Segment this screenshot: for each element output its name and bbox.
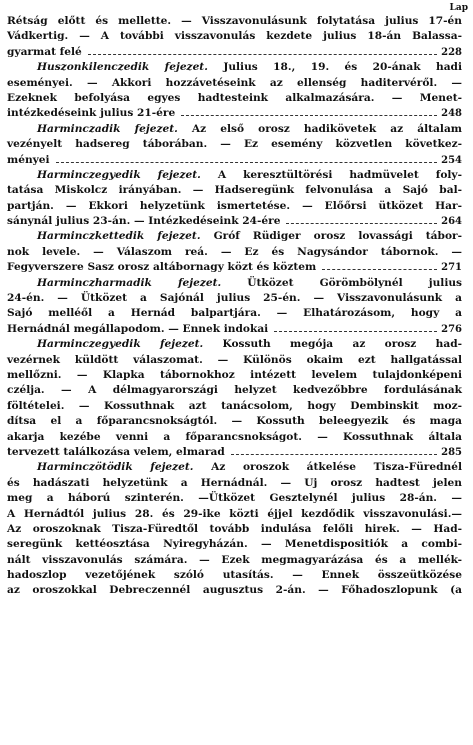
toc-last-line: sánynál julius 23-án. — Intézkedéseink 24-ére 264: [7, 214, 462, 229]
toc-entry-heading-line: [7, 276, 462, 291]
toc-text-line: az oroszokkal Debreczennél augusztus 2-án. — Főhadoszlopunk (a: [7, 584, 462, 597]
chapter-title: Harminczadik fejezet.: [37, 122, 178, 135]
page-number: 276: [441, 323, 462, 335]
toc-text-line: Ezeknek befolyása egyes hadtesteink alkalmazására. — Menet-: [7, 91, 462, 104]
dot-leader: [56, 162, 438, 163]
toc-entry: [7, 229, 462, 275]
toc-entry-heading-line: [7, 60, 462, 75]
toc-text-line: czélja. — A délmagyarországi helyzet kedvezőbbre fordulásának: [7, 384, 462, 397]
toc-text-line: nált visszavonulás számára. — Ezek megmagyarázása és a mellék-: [7, 553, 462, 566]
dot-leader: [231, 454, 437, 455]
page-number: 254: [441, 154, 462, 166]
page-number: 285: [441, 446, 462, 458]
chapter-title: Harminczegyedik fejezet.: [37, 338, 204, 351]
toc-text-line: dítsa el a főparancsnokságtól. — Kossuth beleegyezik és maga: [7, 415, 462, 428]
chapter-summary-start: Kossuth megója az orosz had-: [203, 338, 462, 351]
toc-entry-heading-line: [7, 337, 462, 352]
toc-text-line: és hadászati helyzetünk a Hernádnál. — Uj orosz hadtest jelen: [7, 476, 462, 489]
page-number: 264: [441, 216, 462, 228]
toc-last-line: gyarmat felé 228: [7, 45, 462, 60]
toc-entry: [7, 168, 462, 230]
toc-text-line: akarja kezébe venni a főparancsnokságot. — Kossuthnak általa: [7, 430, 462, 443]
toc-entry: [7, 337, 462, 460]
toc-entry: [7, 122, 462, 168]
toc-text-line: partján. — Ekkori helyzetünk ismertetése. — Előőrsi ütközet Har-: [7, 199, 462, 212]
toc-text-line: vezérnek küldött válaszomat. — Különös okaim ezt hallgatással: [7, 353, 462, 366]
toc-last-line: tervezett találkozása velem, elmarad 285: [7, 445, 462, 460]
toc-entry-heading-line: [7, 460, 462, 475]
chapter-title: Harminczharmadik fejezet.: [37, 276, 222, 289]
toc-last-line: intézkedéseink julius 21-ére 248: [7, 106, 462, 121]
page-number: 248: [441, 108, 462, 120]
chapter-title: Harminczkettedik fejezet.: [37, 230, 201, 243]
chapter-title: Harminczötödik fejezet.: [37, 461, 194, 474]
chapter-summary-start: Az első orosz hadikövetek az általam: [177, 122, 463, 135]
toc-entry-heading-line: [7, 122, 462, 137]
chapter-summary-start: Ütközet Görömbölynél julius: [221, 276, 463, 289]
toc-text-line: hadoszlop vezetőjének szóló utasítás. — Ennek összeütközése: [7, 569, 462, 582]
toc-text-line: 24-én. — Ütközet a Sajónál julius 25-én. — Visszavonulásunk a: [7, 292, 462, 305]
toc-text-line: Az oroszoknak Tisza-Füredtől tovább indulása felőli hirek. — Had-: [7, 522, 462, 535]
page-column-label: Lap: [449, 3, 468, 13]
page-number: 271: [441, 262, 462, 274]
toc-last-line: ményei 254: [7, 153, 462, 168]
dot-leader: [274, 331, 437, 332]
toc-text-line: A Hernádtól julius 28. és 29-ike közti éjjel kezdődik visszavonulási.—: [7, 507, 462, 520]
chapter-summary-start: Gróf Rüdiger orosz lovassági tábor-: [200, 230, 462, 243]
toc-text-line: tatása Miskolcz irányában. — Hadseregünk felvonulása a Sajó bal-: [7, 184, 462, 197]
toc-text-line: eseményei. — Akkori hozzávetéseink az ellenség haditervéről. —: [7, 76, 462, 89]
toc-text-line: vezényelt hadsereg táborában. — Ez esemény közvetlen következ-: [7, 138, 462, 151]
chapter-title: Harminczegyedik fejezet.: [37, 168, 201, 181]
toc-last-line: Hernádnál megállapodom. — Ennek indokai 276: [7, 322, 462, 337]
toc-text-line: seregünk kettéosztása Nyiregyházán. — Menetdispositiók a combi-: [7, 538, 462, 551]
chapter-summary-start: Julius 18., 19. és 20-ának hadi: [207, 61, 462, 74]
toc-text-line: nok levele. — Válaszom reá. — Ez és Nagysándor tábornok. —: [7, 245, 462, 258]
toc-entry: [7, 276, 462, 338]
toc-text-line: Vádkertig. — A további visszavonulás kezdete julius 18-án Balassa-: [7, 30, 462, 43]
chapter-summary-start: A keresztültörési hadmüvelet foly-: [200, 168, 462, 181]
dot-leader: [181, 115, 437, 116]
toc-text-line: Sajó melléől a Hernád balpartjára. — Elhatározásom, hogy a: [7, 307, 462, 320]
toc-entry: [7, 60, 462, 122]
page-number: 228: [441, 46, 462, 58]
dot-leader: [286, 223, 437, 224]
toc-entry-heading-line: [7, 168, 462, 183]
toc-text-line: mellőzni. — Klapka tábornokhoz intézett levelem tulajdonképeni: [7, 368, 462, 381]
dot-leader: [322, 269, 437, 270]
toc-last-line: Fegyverszere Sasz orosz altábornagy közt és köztem 271: [7, 260, 462, 275]
toc-entry: [7, 460, 462, 599]
chapter-title: Huszonkilenczedik fejezet.: [37, 61, 208, 74]
toc-entry: [7, 14, 462, 60]
chapter-summary-start: Az oroszok átkelése Tisza-Fürednél: [193, 461, 462, 474]
table-of-contents: [7, 14, 462, 599]
dot-leader: [88, 54, 437, 55]
toc-text-line: meg a háború szinterén. —Ütközet Gesztelynél julius 28-án. —: [7, 492, 462, 505]
toc-text-line: föltételei. — Kossuthnak azt tanácsolom, hogy Dembinskit moz-: [7, 399, 462, 412]
toc-text-line: Rétság előtt és mellette. — Visszavonulásunk folytatása julius 17-én: [7, 15, 462, 27]
toc-entry-heading-line: [7, 229, 462, 244]
